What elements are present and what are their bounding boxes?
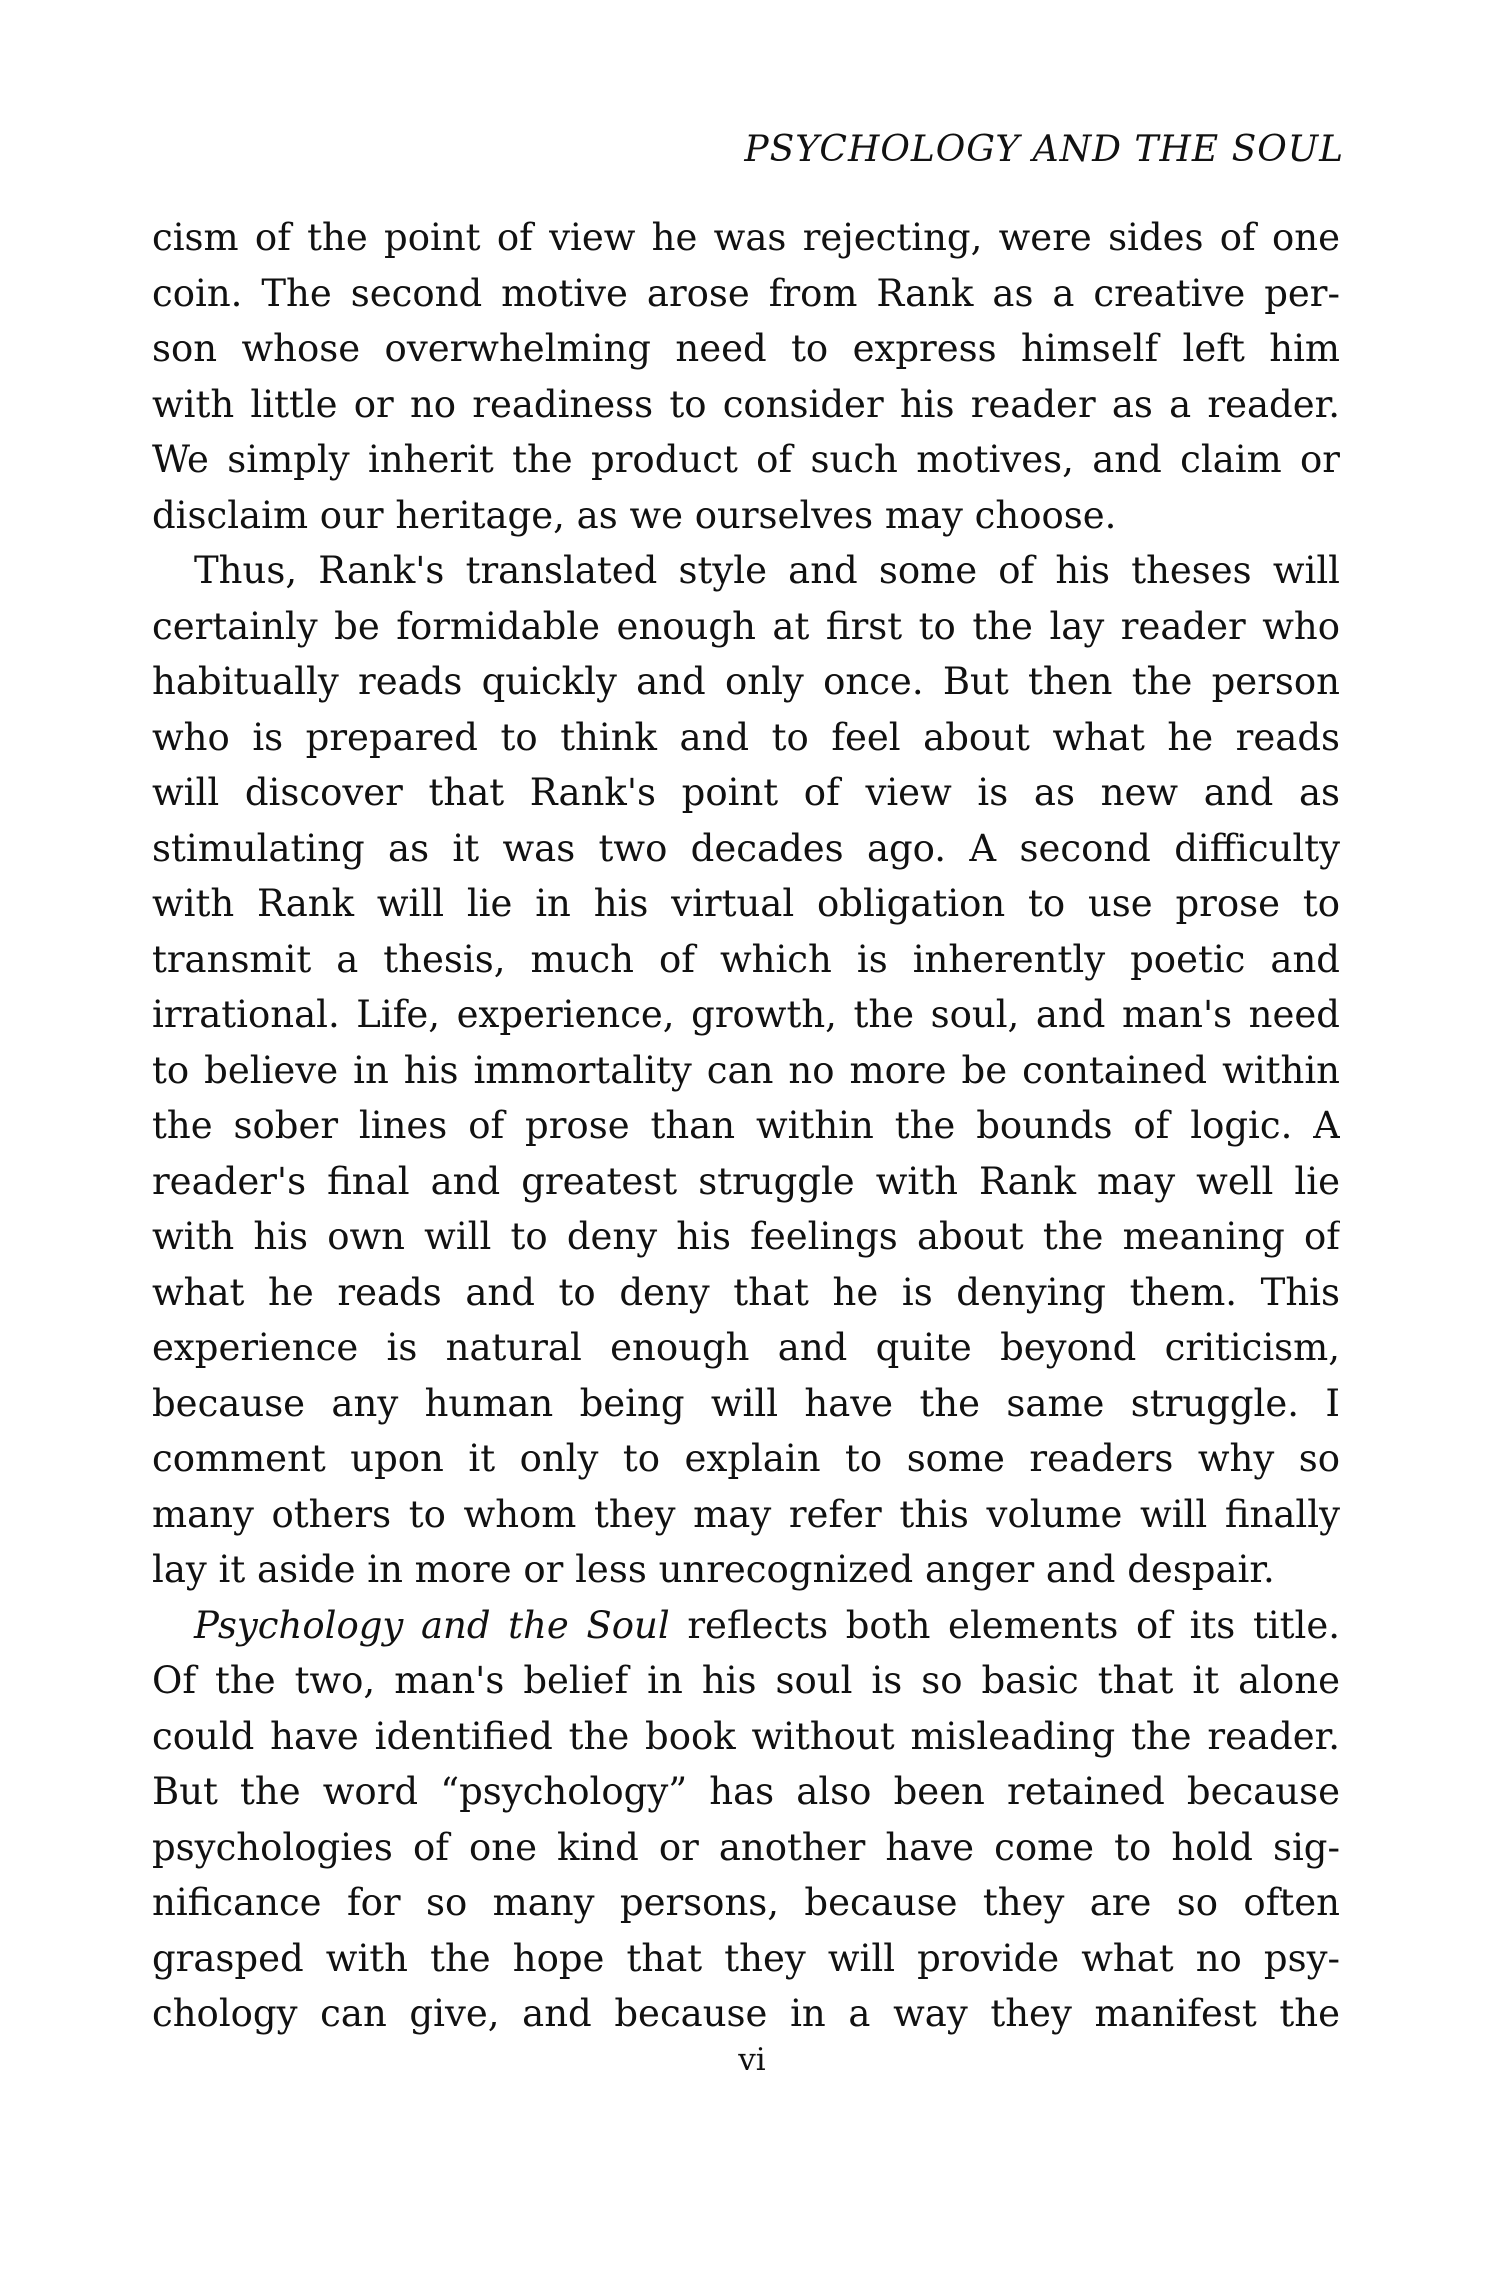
text-line: experience is natural enough and quite beyond criticism, [152,1326,1340,1369]
text-line: reader's final and greatest struggle with Rank may well lie [152,1159,1340,1203]
text-line: irrational. Life, experience, growth, the soul, and man's need [152,993,1340,1036]
text-line: grasped with the hope that they will provide what no psy- [152,1936,1340,1980]
text-line: cism of the point of view he was rejecting, were sides of one [152,216,1340,259]
text-line: disclaim our heritage, as we ourselves may choose. [152,493,1117,537]
text-line: chology can give, and because in a way they manifest the [152,1992,1340,2035]
text-line: habitually reads quickly and only once. But then the person [152,660,1340,703]
text-line: could have identified the book without misleading the reader. [152,1714,1340,1758]
text-line-rest: reflects both elements of its title. [669,1603,1340,1647]
text-line: But the word “psychology” has also been retained because [152,1770,1340,1813]
text-line: Of the two, man's belief in his soul is so basic that it alone [152,1659,1340,1702]
text-line: lay it aside in more or less unrecognized anger and despair. [152,1548,1275,1591]
text-line: nificance for so many persons, because they are so often [152,1881,1340,1924]
text-line: transmit a thesis, much of which is inherently poetic and [152,937,1340,981]
text-line [152,1598,1340,1654]
text-line: who is prepared to think and to feel about what he reads [152,715,1340,759]
text-line: stimulating as it was two decades ago. A second difficulty [152,826,1340,870]
page-number: vi [738,2042,766,2078]
text-line: what he reads and to deny that he is denying them. This [152,1270,1340,1314]
text-line: with Rank will lie in his virtual obligation to use prose to [152,882,1340,925]
text-line: with little or no readiness to consider his reader as a reader. [152,382,1340,426]
text-line: psychologies of one kind or another have come to hold sig- [152,1825,1340,1869]
body-text [152,210,1340,2042]
text-line: comment upon it only to explain to some readers why so [152,1437,1340,1480]
text-line: son whose overwhelming need to express himself left him [152,327,1340,370]
running-head: PSYCHOLOGY AND THE SOUL [744,129,1344,170]
text-line: to believe in his immortality can no more be contained within [152,1048,1340,1092]
text-line: because any human being will have the same struggle. I [152,1381,1340,1425]
text-line: We simply inherit the product of such motives, and claim or [152,438,1340,481]
text-line: with his own will to deny his feelings about the meaning of [152,1215,1340,1258]
text-line: the sober lines of prose than within the bounds of logic. A [152,1104,1340,1147]
book-title-italic: Psychology and the Soul [194,1603,670,1647]
text-line: Thus, Rank's translated style and some of his theses will [194,549,1340,592]
text-line: coin. The second motive arose from Rank as a creative per- [152,271,1340,315]
text-line: will discover that Rank's point of view is as new and as [152,771,1340,814]
text-line: many others to whom they may refer this volume will finally [152,1492,1340,1536]
text-line: certainly be formidable enough at first to the lay reader who [152,604,1340,648]
